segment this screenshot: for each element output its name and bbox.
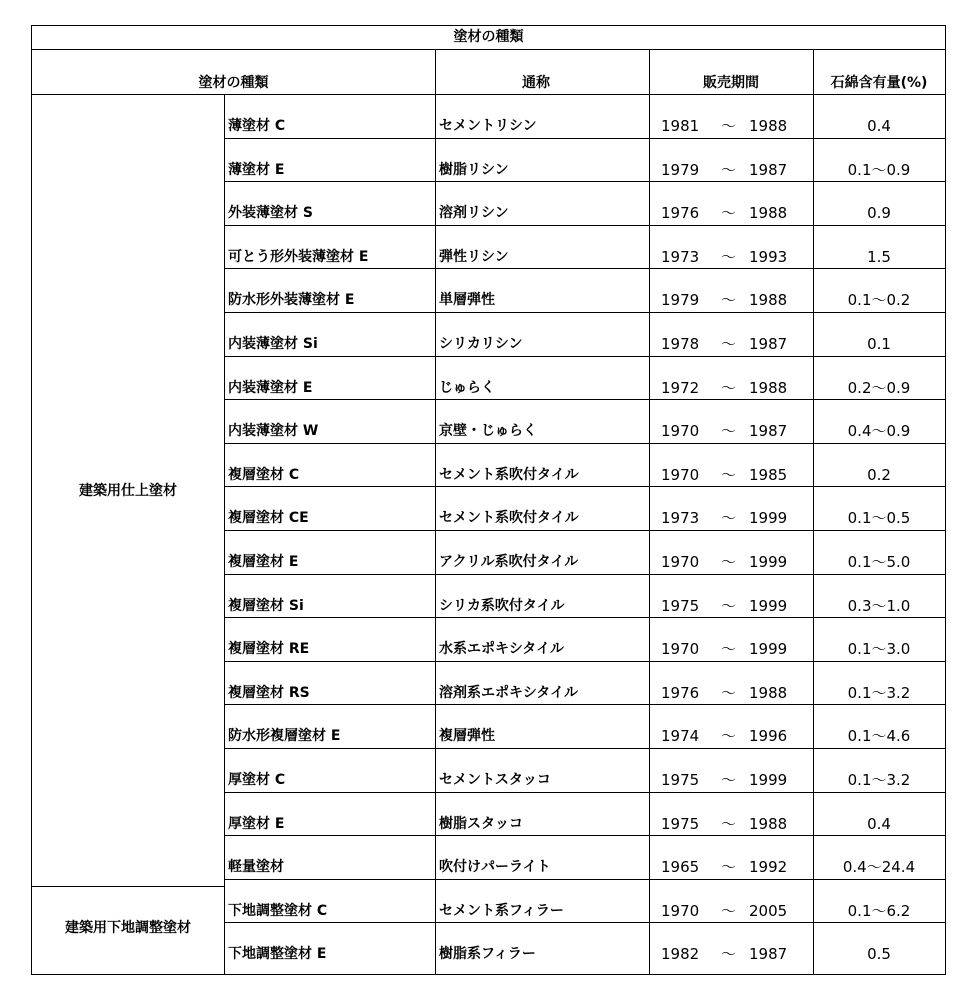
row-divider bbox=[224, 181, 945, 182]
period-separator: ～ bbox=[721, 117, 737, 135]
period-separator: ～ bbox=[721, 335, 737, 353]
common-name-cell: アクリル系吹付タイル bbox=[439, 554, 579, 570]
group-label-base-coating: 建築用下地調整塗材 bbox=[65, 920, 191, 936]
header-common-name: 通称 bbox=[522, 75, 550, 91]
common-name-cell: シリカ系吹付タイル bbox=[439, 598, 565, 614]
period-end-cell: 1999 bbox=[749, 597, 788, 615]
period-separator: ～ bbox=[721, 597, 737, 615]
row-divider bbox=[224, 748, 945, 749]
period-start-cell: 1973 bbox=[661, 509, 700, 527]
common-name-cell: セメント系フィラー bbox=[439, 903, 564, 919]
period-start-cell: 1975 bbox=[661, 597, 700, 615]
period-separator: ～ bbox=[721, 553, 737, 571]
asbestos-content-cell: 0.1～0.2 bbox=[847, 291, 911, 309]
coating-type-cell: 防水形外装薄塗材 E bbox=[228, 292, 355, 308]
row-divider bbox=[224, 225, 945, 226]
common-name-cell: 溶剤リシン bbox=[439, 205, 509, 221]
common-name-cell: 吹付けパーライト bbox=[439, 859, 551, 875]
common-name-cell: じゅらく bbox=[439, 380, 495, 396]
common-name-cell: 樹脂リシン bbox=[439, 162, 509, 178]
asbestos-content-cell: 0.2 bbox=[867, 466, 891, 484]
coating-type-cell: 複層塗材 CE bbox=[228, 510, 309, 526]
period-separator: ～ bbox=[721, 640, 737, 658]
period-separator: ～ bbox=[721, 684, 737, 702]
header-divider bbox=[32, 94, 945, 95]
period-start-cell: 1982 bbox=[661, 945, 700, 963]
table-title: 塗材の種類 bbox=[453, 29, 524, 45]
period-separator: ～ bbox=[721, 509, 737, 527]
asbestos-content-cell: 0.1～3.0 bbox=[847, 640, 911, 658]
period-separator: ～ bbox=[721, 248, 737, 266]
coating-type-cell: 厚塗材 E bbox=[228, 816, 285, 832]
title-divider bbox=[32, 49, 945, 50]
asbestos-content-cell: 0.1～3.2 bbox=[847, 684, 911, 702]
common-name-cell: セメントリシン bbox=[439, 118, 537, 134]
coating-type-cell: 下地調整塗材 E bbox=[228, 946, 327, 962]
period-end-cell: 1988 bbox=[749, 684, 788, 702]
common-name-cell: 溶剤系エポキシタイル bbox=[439, 685, 579, 701]
row-divider bbox=[224, 443, 945, 444]
asbestos-content-cell: 0.1～0.9 bbox=[847, 161, 911, 179]
coating-type-cell: 複層塗材 RS bbox=[228, 685, 310, 701]
header-asbestos-content: 石綿含有量(%) bbox=[830, 75, 928, 91]
asbestos-content-cell: 0.4 bbox=[867, 815, 891, 833]
coating-type-cell: 内装薄塗材 Si bbox=[228, 336, 318, 352]
group-column-line bbox=[224, 94, 225, 974]
period-end-cell: 1996 bbox=[749, 727, 788, 745]
period-end-cell: 1988 bbox=[749, 815, 788, 833]
period-end-cell: 1987 bbox=[749, 161, 788, 179]
period-separator: ～ bbox=[721, 815, 737, 833]
common-name-cell: 水系エポキシタイル bbox=[439, 641, 565, 657]
period-end-cell: 1988 bbox=[749, 117, 788, 135]
period-end-cell: 1999 bbox=[749, 640, 788, 658]
header-coating-type: 塗材の種類 bbox=[198, 75, 269, 91]
period-end-cell: 1999 bbox=[749, 771, 788, 789]
row-divider bbox=[224, 530, 945, 531]
period-end-cell: 1987 bbox=[749, 945, 788, 963]
common-name-cell: セメントスタッコ bbox=[439, 772, 551, 788]
header-sales-period: 販売期間 bbox=[703, 75, 759, 91]
common-name-cell: セメント系吹付タイル bbox=[439, 467, 579, 483]
asbestos-content-cell: 0.1～0.5 bbox=[847, 509, 911, 527]
common-name-cell: 単層弾性 bbox=[439, 292, 495, 308]
period-start-cell: 1973 bbox=[661, 248, 700, 266]
coating-type-cell: 厚塗材 C bbox=[228, 772, 286, 788]
period-separator: ～ bbox=[721, 422, 737, 440]
coating-type-cell: 可とう形外装薄塗材 E bbox=[228, 249, 369, 265]
asbestos-content-cell: 0.1～6.2 bbox=[847, 902, 911, 920]
common-name-cell: 樹脂スタッコ bbox=[439, 816, 523, 832]
coating-type-cell: 外装薄塗材 S bbox=[228, 205, 313, 221]
row-divider bbox=[224, 399, 945, 400]
row-divider bbox=[224, 356, 945, 357]
row-divider bbox=[224, 574, 945, 575]
row-divider bbox=[224, 138, 945, 139]
period-end-cell: 2005 bbox=[749, 902, 788, 920]
period-separator: ～ bbox=[721, 727, 737, 745]
period-end-cell: 1988 bbox=[749, 379, 788, 397]
row-divider bbox=[224, 835, 945, 836]
period-start-cell: 1970 bbox=[661, 640, 700, 658]
coating-type-cell: 内装薄塗材 E bbox=[228, 380, 313, 396]
asbestos-content-cell: 0.1～4.6 bbox=[847, 727, 911, 745]
common-name-cell: 樹脂系フィラー bbox=[439, 946, 536, 962]
period-start-cell: 1981 bbox=[661, 117, 700, 135]
coating-type-cell: 複層塗材 RE bbox=[228, 641, 310, 657]
period-separator: ～ bbox=[721, 771, 737, 789]
row-divider bbox=[224, 922, 945, 923]
period-separator: ～ bbox=[721, 466, 737, 484]
period-end-cell: 1999 bbox=[749, 509, 788, 527]
period-start-cell: 1979 bbox=[661, 161, 700, 179]
coating-type-cell: 複層塗材 C bbox=[228, 467, 300, 483]
asbestos-content-cell: 0.5 bbox=[867, 945, 891, 963]
asbestos-content-cell: 0.9 bbox=[867, 204, 891, 222]
row-divider bbox=[224, 792, 945, 793]
period-separator: ～ bbox=[721, 204, 737, 222]
period-separator: ～ bbox=[721, 161, 737, 179]
period-end-cell: 1992 bbox=[749, 858, 788, 876]
coating-type-cell: 薄塗材 E bbox=[228, 162, 285, 178]
period-start-cell: 1970 bbox=[661, 902, 700, 920]
row-divider bbox=[224, 617, 945, 618]
asbestos-content-cell: 0.1 bbox=[867, 335, 891, 353]
common-name-cell: シリカリシン bbox=[439, 336, 523, 352]
period-start-cell: 1974 bbox=[661, 727, 700, 745]
common-name-cell: 複層弾性 bbox=[439, 728, 495, 744]
asbestos-content-cell: 0.4 bbox=[867, 117, 891, 135]
coating-type-cell: 複層塗材 E bbox=[228, 554, 299, 570]
coating-type-cell: 軽量塗材 bbox=[228, 859, 284, 875]
group-label-finish-coating: 建築用仕上塗材 bbox=[79, 483, 177, 499]
coating-type-cell: 防水形複層塗材 E bbox=[228, 728, 341, 744]
asbestos-content-cell: 0.1～3.2 bbox=[847, 771, 911, 789]
asbestos-content-cell: 0.2～0.9 bbox=[847, 379, 911, 397]
group-divider bbox=[32, 886, 224, 887]
common-name-cell: 京壁・じゅらく bbox=[439, 423, 537, 439]
period-start-cell: 1975 bbox=[661, 771, 700, 789]
common-name-cell: セメント系吹付タイル bbox=[439, 510, 579, 526]
coating-type-cell: 薄塗材 C bbox=[228, 118, 286, 134]
period-end-cell: 1987 bbox=[749, 422, 788, 440]
row-divider bbox=[224, 312, 945, 313]
period-end-cell: 1993 bbox=[749, 248, 788, 266]
period-start-cell: 1970 bbox=[661, 553, 700, 571]
period-end-cell: 1999 bbox=[749, 553, 788, 571]
period-start-cell: 1970 bbox=[661, 422, 700, 440]
asbestos-content-cell: 0.4～24.4 bbox=[842, 858, 916, 876]
coating-type-cell: 内装薄塗材 W bbox=[228, 423, 319, 439]
asbestos-content-cell: 0.4～0.9 bbox=[847, 422, 911, 440]
period-start-cell: 1978 bbox=[661, 335, 700, 353]
period-start-cell: 1975 bbox=[661, 815, 700, 833]
row-divider bbox=[224, 268, 945, 269]
coating-type-cell: 下地調整塗材 C bbox=[228, 903, 328, 919]
row-divider bbox=[224, 704, 945, 705]
period-start-cell: 1979 bbox=[661, 291, 700, 309]
asbestos-content-cell: 0.3～1.0 bbox=[847, 597, 911, 615]
period-start-cell: 1976 bbox=[661, 684, 700, 702]
period-end-cell: 1988 bbox=[749, 291, 788, 309]
asbestos-content-cell: 1.5 bbox=[867, 248, 891, 266]
coating-type-cell: 複層塗材 Si bbox=[228, 598, 304, 614]
asbestos-coating-table bbox=[31, 25, 946, 975]
period-separator: ～ bbox=[721, 379, 737, 397]
common-name-cell: 弾性リシン bbox=[439, 249, 509, 265]
period-start-cell: 1965 bbox=[661, 858, 700, 876]
row-divider bbox=[224, 486, 945, 487]
asbestos-content-cell: 0.1～5.0 bbox=[847, 553, 911, 571]
period-start-cell: 1970 bbox=[661, 466, 700, 484]
period-separator: ～ bbox=[721, 858, 737, 876]
period-separator: ～ bbox=[721, 945, 737, 963]
row-divider bbox=[224, 879, 945, 880]
period-end-cell: 1987 bbox=[749, 335, 788, 353]
period-separator: ～ bbox=[721, 291, 737, 309]
period-end-cell: 1985 bbox=[749, 466, 788, 484]
period-start-cell: 1976 bbox=[661, 204, 700, 222]
period-end-cell: 1988 bbox=[749, 204, 788, 222]
period-start-cell: 1972 bbox=[661, 379, 700, 397]
row-divider bbox=[224, 661, 945, 662]
period-separator: ～ bbox=[721, 902, 737, 920]
